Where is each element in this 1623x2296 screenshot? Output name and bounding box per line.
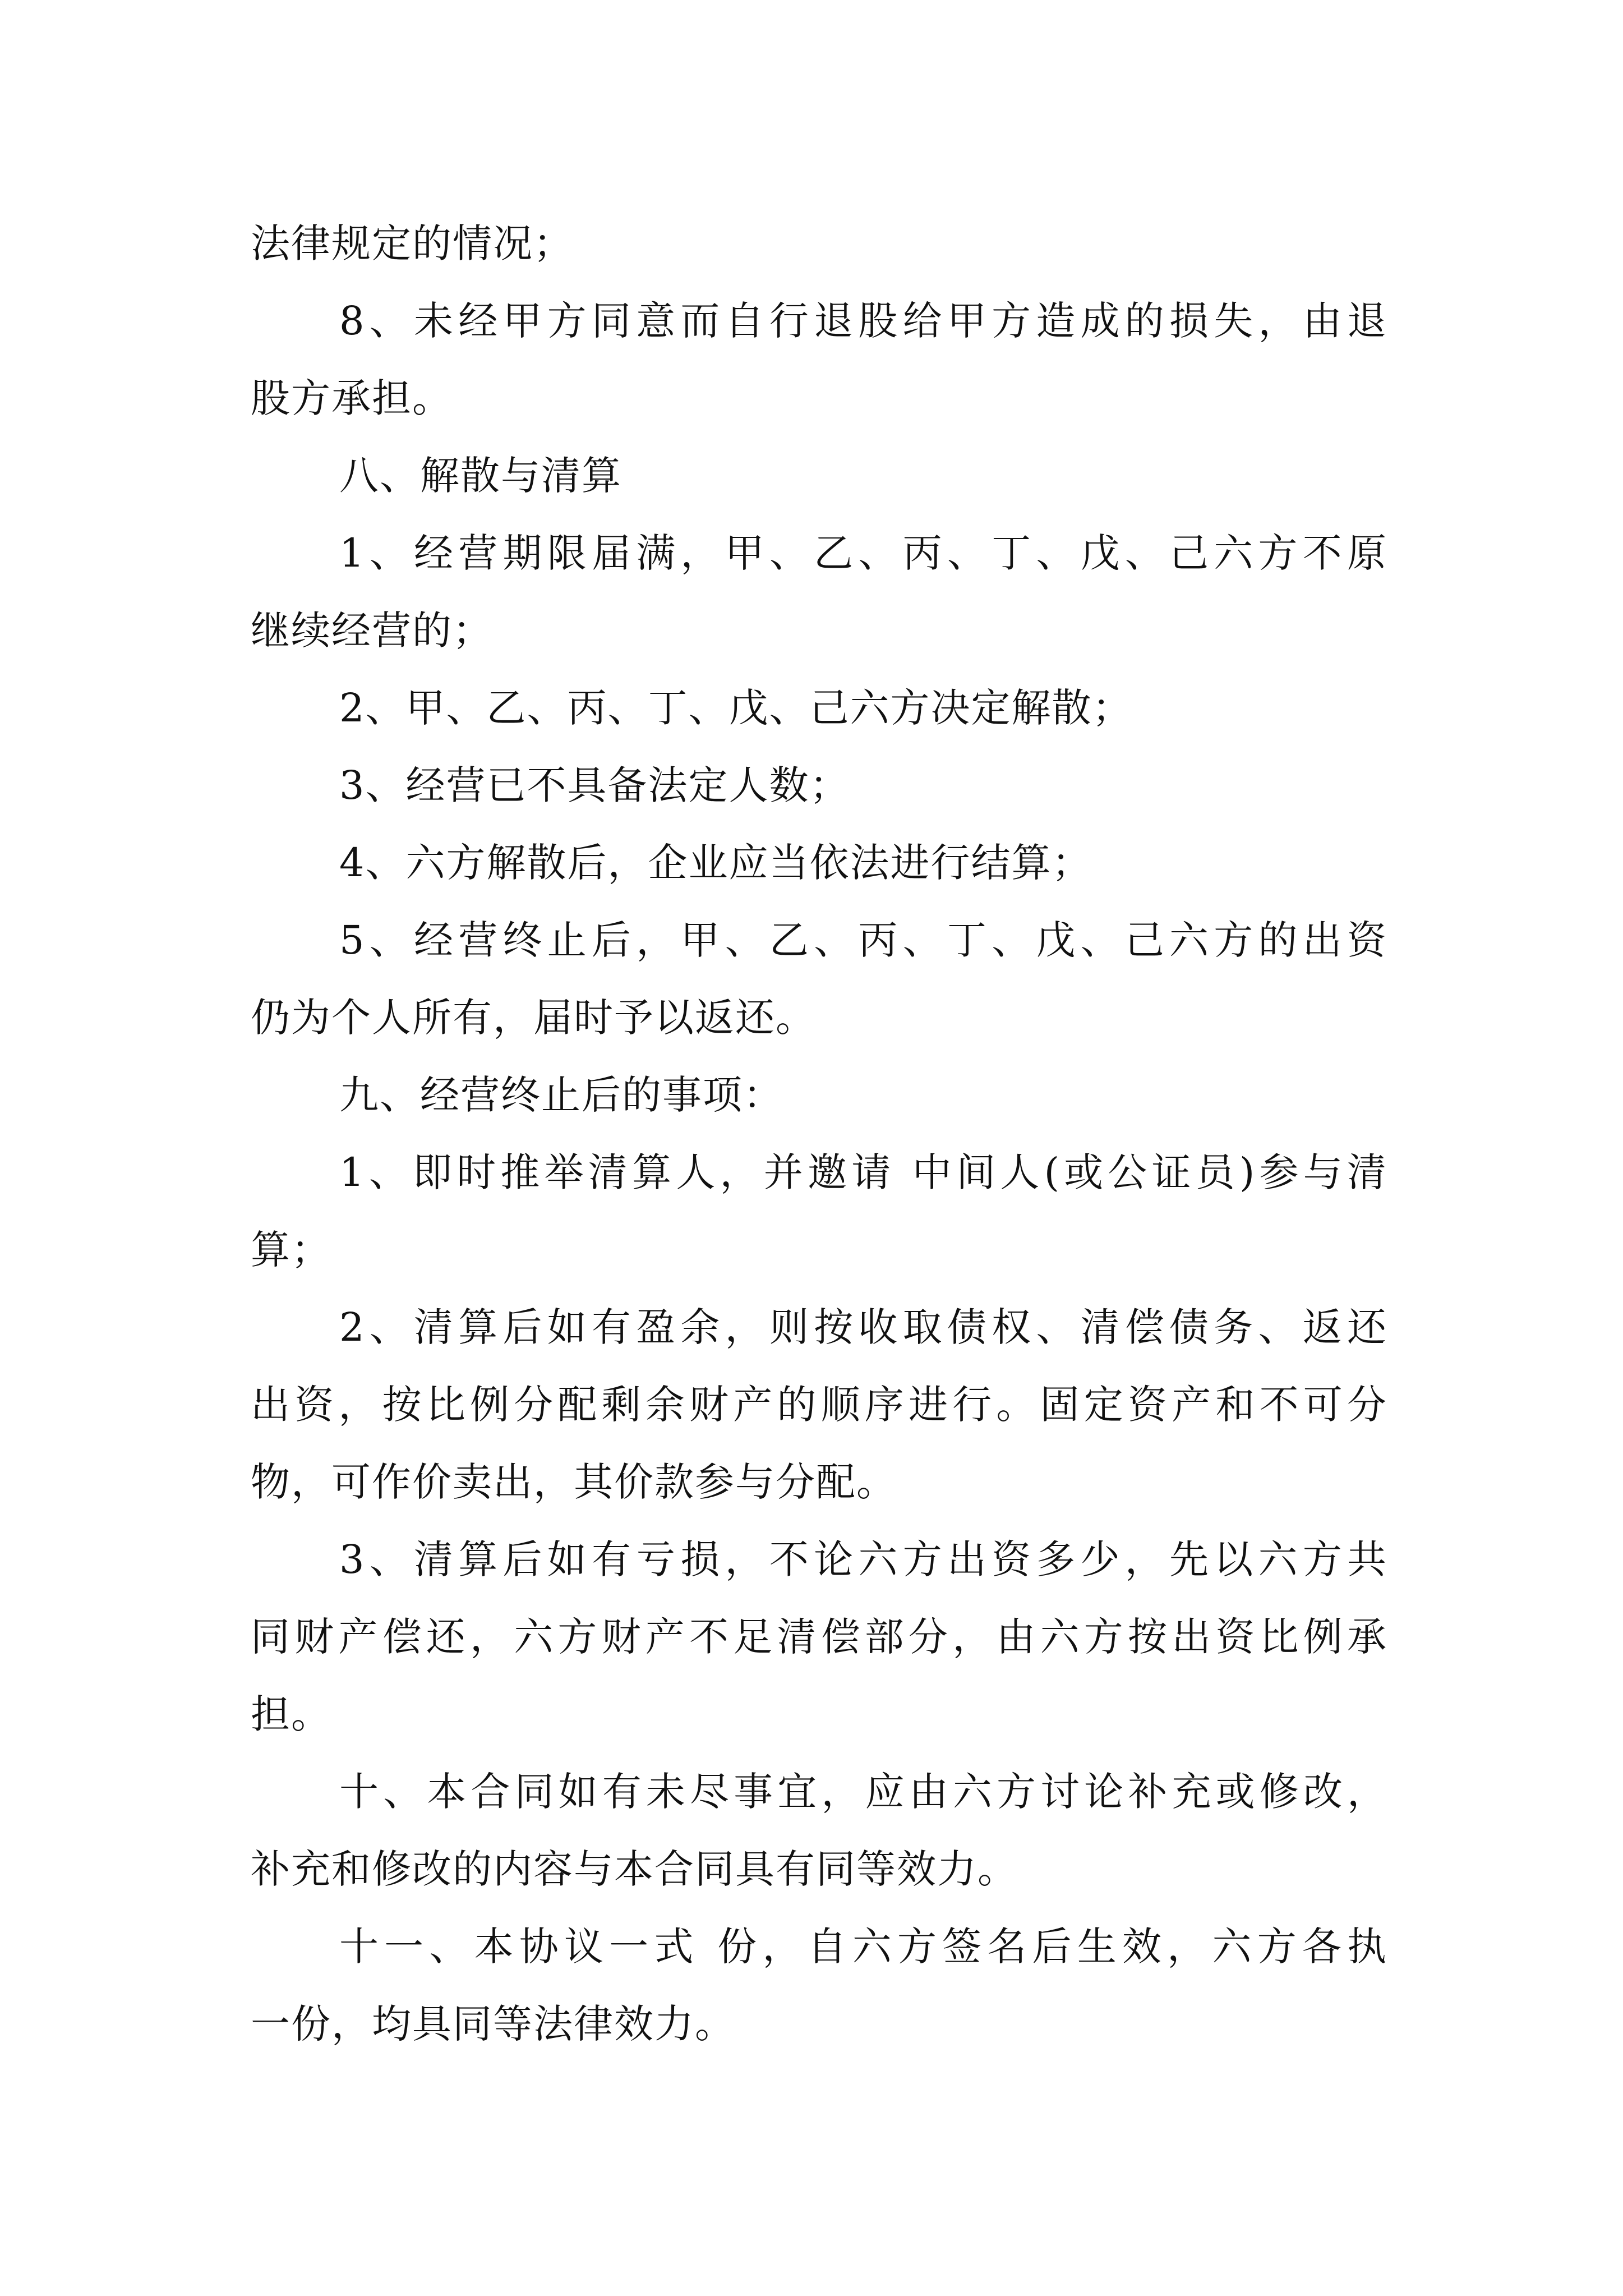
section-heading-9: [251, 1056, 1387, 1134]
text-line: 5、经营终止后，甲、乙、丙、丁、戊、己六方的出资: [339, 917, 1387, 963]
text-line: 物，可作价卖出，其价款参与分配。: [251, 1459, 897, 1505]
section-heading: 九、经营终止后的事项：: [339, 1072, 783, 1118]
text-line: 十一、本协议一式 份，自六方签名后生效，六方各执: [339, 1924, 1387, 1970]
paragraph-clause-8: [251, 282, 1387, 437]
paragraph-dissolution-5: [251, 901, 1387, 1056]
text-line: 2、清算后如有盈余，则按收取债权、清偿债务、返还: [339, 1304, 1387, 1350]
text-line: 1、即时推举清算人，并邀请 中间人(或公证员)参与清: [339, 1149, 1387, 1195]
section-heading: 八、解散与清算: [339, 453, 622, 499]
text-line: 4、六方解散后，企业应当依法进行结算；: [339, 840, 1092, 886]
paragraph-dissolution-4: [251, 824, 1387, 901]
text-line: 2、甲、乙、丙、丁、戊、己六方决定解散；: [339, 685, 1133, 731]
text-line: 出资，按比例分配剩余财产的顺序进行。固定资产和不可分: [251, 1382, 1387, 1428]
paragraph-dissolution-1: [251, 514, 1387, 669]
paragraph-termination-3: [251, 1521, 1387, 1753]
text-line: 算；: [251, 1227, 331, 1273]
document-body: [251, 205, 1387, 2063]
text-line: 3、清算后如有亏损，不论六方出资多少，先以六方共: [339, 1536, 1387, 1582]
text-line: 1、经营期限届满，甲、乙、丙、丁、戊、己六方不原: [339, 530, 1387, 576]
text-line: 同财产偿还，六方财产不足清偿部分，由六方按出资比例承: [251, 1614, 1387, 1660]
paragraph-dissolution-3: [251, 747, 1387, 824]
text-line: 3、经营已不具备法定人数；: [339, 762, 850, 808]
text-line: 8、未经甲方同意而自行退股给甲方造成的损失，由退: [339, 298, 1387, 344]
paragraph-clause-11: [251, 1908, 1387, 2063]
text-line: 股方承担。: [251, 375, 453, 421]
text-line: 补充和修改的内容与本合同具有同等效力。: [251, 1846, 1018, 1892]
text-line: 十、本合同如有未尽事宜，应由六方讨论补充或修改，: [339, 1769, 1387, 1815]
text-line: 继续经营的；: [251, 608, 493, 654]
text-line: 法律规定的情况；: [251, 220, 574, 266]
section-heading-8: [251, 437, 1387, 514]
text-line: 仍为个人所有，届时予以返还。: [251, 995, 816, 1041]
paragraph-clause-10: [251, 1753, 1387, 1908]
text-line: 一份，均具同等法律效力。: [251, 2001, 735, 2047]
paragraph-continuation: [251, 205, 1387, 282]
paragraph-termination-2: [251, 1289, 1387, 1521]
paragraph-termination-1: [251, 1134, 1387, 1289]
text-line: 担。: [251, 1691, 331, 1737]
paragraph-dissolution-2: [251, 669, 1387, 747]
